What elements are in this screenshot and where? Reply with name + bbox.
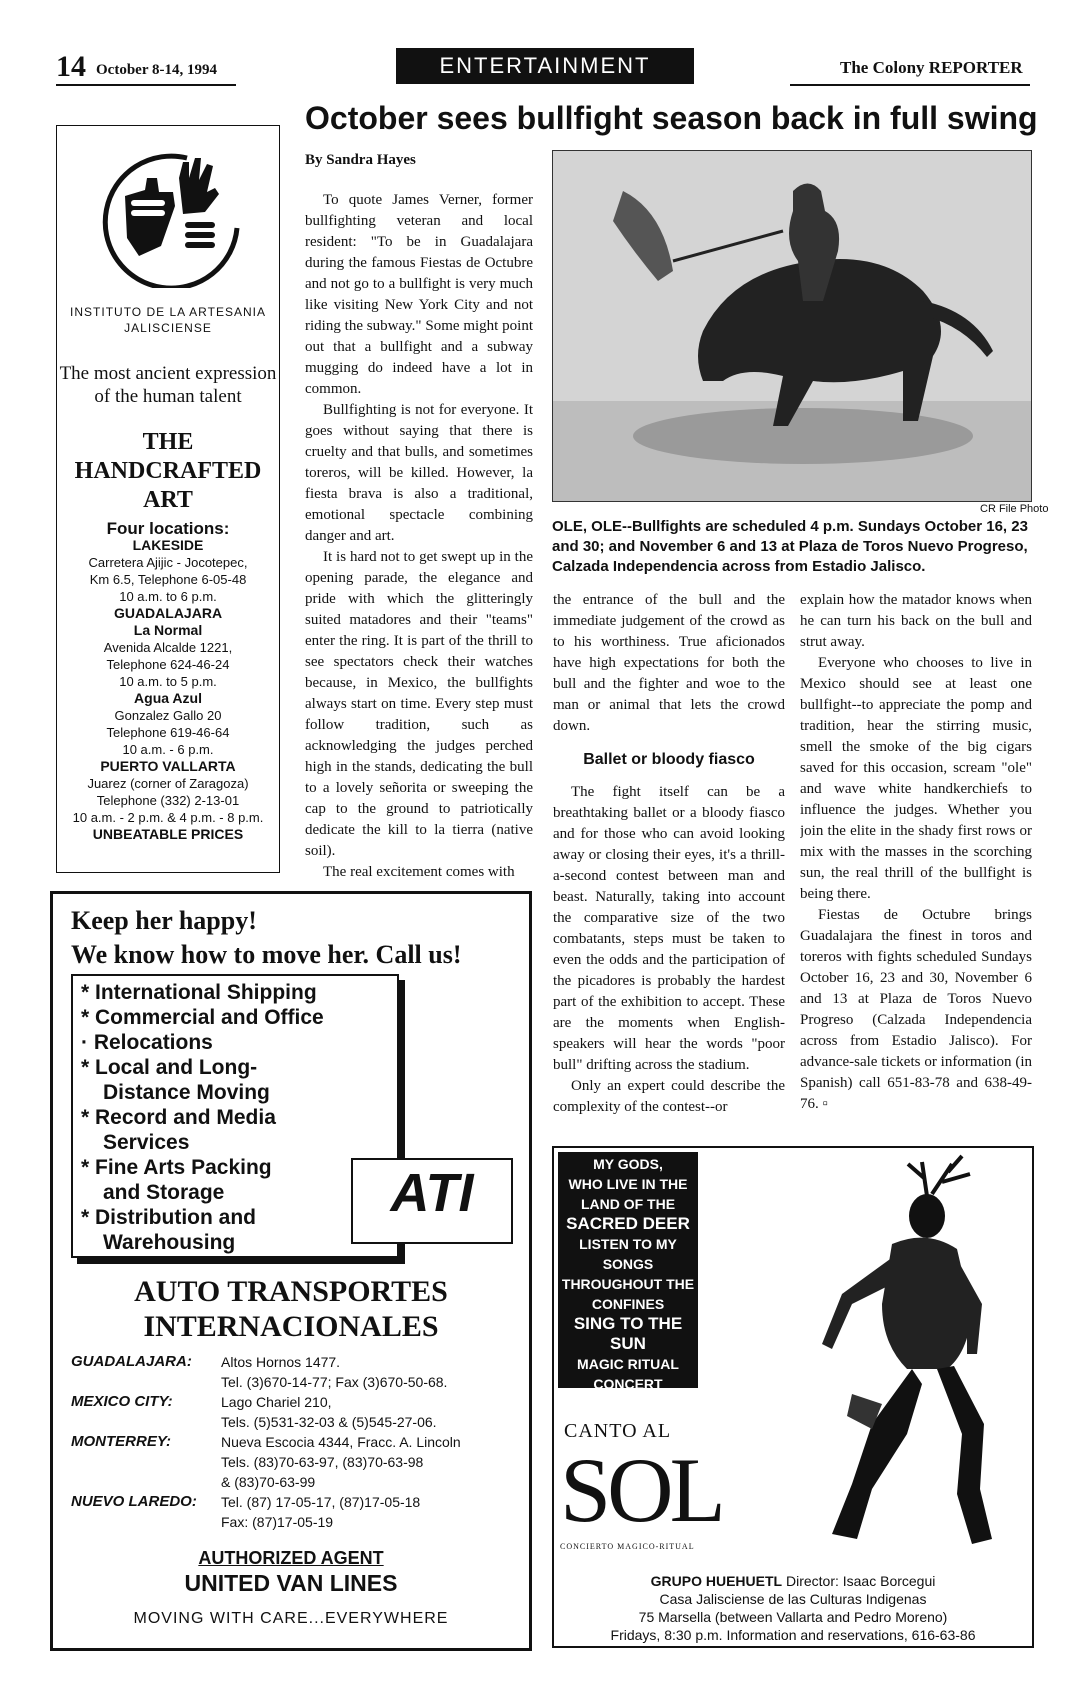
page-number: 14 (56, 50, 86, 83)
big-title-line: HANDCRAFTED (74, 458, 262, 484)
services-list (81, 980, 324, 1255)
poem-line: WHO LIVE IN THE (568, 1176, 688, 1192)
location-name: GUADALAJARA (113, 605, 223, 621)
article-paragraph: explain how the matador knows when he can turn his back on the bull and strut away. (800, 592, 1032, 650)
hands-logo-icon (87, 148, 247, 288)
location-line: 10 a.m. to 5 p.m. (119, 674, 217, 689)
office-line: Fax: (87)17-05-19 (221, 1514, 334, 1530)
article-paragraph: Fiestas de Octubre brings Guadalajara the finest in toros and toreros with fights scheduled Sundays October 16, 23 and 30, November 6 and 13 at Plaza de Toros Nuevo Progreso (Calzada Independencia across from Estadio Jalisco). For advance-sale tickets or information (in Spanish) call 651-83-78 and 638-49-76. ▫ (800, 907, 1032, 1112)
concert-info (554, 1572, 1032, 1644)
location-line: Telephone 619-46-64 (106, 725, 230, 740)
info-line: Casa Jalisciense de las Culturas Indigenas (659, 1591, 927, 1607)
bullfight-illustration (553, 151, 1031, 501)
office-line: Tels. (5)531-32-03 & (5)545-27-06. (221, 1414, 437, 1430)
service-item: * International Shipping (81, 981, 317, 1004)
company-name (53, 1274, 529, 1344)
poem-line: MY GODS, (593, 1156, 663, 1172)
company-name-line: AUTO TRANSPORTES (134, 1275, 448, 1308)
paper-name: The Colony REPORTER (840, 58, 1023, 77)
office-row (71, 1432, 523, 1492)
service-item: * Distribution and (81, 1206, 256, 1229)
artesania-big-title (57, 428, 279, 515)
office-line: Lago Chariel 210, (221, 1394, 332, 1410)
issue-date: October 8-14, 1994 (96, 62, 217, 78)
service-item: · Relocations (81, 1031, 213, 1054)
article-paragraph: Only an expert could describe the complexity of the contest--or (553, 1078, 785, 1115)
office-row (71, 1392, 523, 1432)
authorized-agent: AUTHORIZED AGENT (198, 1548, 384, 1568)
artesania-locations (57, 520, 279, 843)
office-city: MEXICO CITY: (71, 1393, 173, 1410)
canto-al-title: CANTO AL (564, 1420, 672, 1442)
office-line: Tel. (87) 17-05-17, (87)17-05-18 (221, 1494, 421, 1510)
office-row (71, 1352, 523, 1392)
poem-line: SING TO THE SUN (573, 1314, 683, 1353)
poem-line: MAGIC RITUAL (577, 1356, 679, 1372)
locations-title: Four locations: (106, 519, 230, 538)
article-column-2 (553, 590, 785, 1136)
deer-dancer-illustration (722, 1154, 1022, 1552)
headline-line: Keep her happy! (71, 906, 257, 935)
service-item: and Storage (103, 1181, 225, 1204)
big-title-line: THE (142, 429, 194, 455)
article-paragraph: To quote James Verner, former bullfighting veteran and local resident: "To be in Guadalajara during the famous Fiestas de Octubre and not go to a bullfight is very much like visiting New York City and not riding the subway." Some might point out that a bullfight and a subway mugging do indeed have a lot in common. (305, 192, 533, 397)
office-line: Tel. (3)670-14-77; Fax (3)670-50-68. (221, 1374, 448, 1390)
concert-ad (552, 1146, 1034, 1648)
location-line: 10 a.m. to 6 p.m. (119, 589, 217, 604)
article-paragraph: It is hard not to get swept up in the opening parade, the elegance and pride with which the glitteringly suited matadores and their "teams" enter the ring. It is part of the thrill to see spectators check their watches because, in Mexico, the bullfights always start on time. Every step must follow tradition, such as acknowledging the judges perched high in the stands, dedicating the bull to a lovely señorita or sweeping the cap to the ground to patriotically dedicate the kill to la tierra (native soil). (305, 549, 533, 859)
article-column-3 (800, 590, 1032, 1136)
poem-line: CONCERT (593, 1376, 663, 1392)
service-item: Warehousing (103, 1231, 236, 1254)
location-line: Gonzalez Gallo 20 (114, 708, 222, 723)
office-line: Nueva Escocia 4344, Fracc. A. Lincoln (221, 1434, 461, 1450)
moving-company-ad (50, 891, 532, 1651)
article-subhead: Ballet or bloody fiasco (583, 751, 755, 768)
location-name: PUERTO VALLARTA (100, 758, 236, 774)
location-line: Juarez (corner of Zaragoza) (87, 776, 249, 791)
big-title-line: ART (143, 487, 193, 513)
poem-line: LISTEN TO MY (579, 1236, 677, 1252)
sol-title: SOL (560, 1439, 722, 1541)
section-banner: ENTERTAINMENT (396, 48, 694, 84)
article-column-1 (305, 190, 533, 878)
service-item: * Commercial and Office (81, 1006, 324, 1029)
moving-headline (71, 904, 462, 972)
article-paragraph: the entrance of the bull and the immediate judgement of the crowd as to his worthiness. True aficionados have high expectations for both the bull and the fighter and woe to the man or animal that lets the crowd down. (553, 592, 785, 734)
artesania-ad (56, 125, 280, 873)
article-paragraph: Bullfighting is not for everyone. It goes without saying that there is cruelty and that bulls, and sometimes toreros, will be killed. However, la fiesta brava is also a traditional, emotional spectacle combining danger and art. (305, 402, 533, 544)
info-line: Fridays, 8:30 p.m. Information and reservations, 616-63-86 (610, 1627, 976, 1643)
van-lines-name: UNITED VAN LINES (184, 1570, 398, 1596)
article-headline: October sees bullfight season back in full swing (305, 100, 1038, 136)
ati-logo-box (351, 1158, 513, 1244)
office-list (71, 1352, 523, 1532)
institute-name: INSTITUTO DE LA ARTESANIA JALISCIENSE (70, 305, 266, 335)
header-rule-right (790, 84, 1030, 86)
concert-poem-box (558, 1152, 698, 1392)
ati-logo: ATI (390, 1163, 474, 1223)
service-item: * Record and Media (81, 1106, 276, 1129)
office-line: & (83)70-63-99 (221, 1474, 316, 1490)
group-name: GRUPO HUEHUETL (650, 1573, 783, 1589)
location-line: Telephone 624-46-24 (106, 657, 230, 672)
service-item: Services (103, 1131, 190, 1154)
article-paragraph: The real excitement comes with (323, 864, 515, 878)
office-city: NUEVO LAREDO: (71, 1493, 197, 1510)
poem-line: LAND OF THE (580, 1196, 676, 1212)
artesania-closing: UNBEATABLE PRICES (92, 826, 244, 842)
poem-line: CONFINES (591, 1296, 665, 1312)
info-line: 75 Marsella (between Vallarta and Pedro Moreno) (638, 1609, 948, 1625)
location-line: Telephone (332) 2-13-01 (96, 793, 240, 808)
office-row (71, 1492, 523, 1532)
header-rule-left (56, 84, 236, 86)
office-line: Altos Hornos 1477. (221, 1354, 341, 1370)
location-line: Km 6.5, Telephone 6-05-48 (89, 572, 247, 587)
photo-credit: CR File Photo (980, 503, 1049, 515)
services-box (71, 974, 399, 1258)
photo-caption: OLE, OLE--Bullfights are scheduled 4 p.m. Sundays October 16, 23 and 30; and November 6 and 13 at Plaza de Toros Nuevo Progreso, Calzada Independencia across from Estadio Jalisco. (552, 518, 1028, 575)
location-line: Carretera Ajijic - Jocotepec, (88, 555, 248, 570)
service-item: * Fine Arts Packing (81, 1156, 272, 1179)
location-name: Agua Azul (134, 690, 202, 706)
article-byline: By Sandra Hayes (305, 152, 416, 168)
article-paragraph: Everyone who chooses to live in Mexico should see at least one bullfight--to appreciate the pomp and tradition, hear the stirring music, smell the smoke of the big cigars saved for this occasion, scream "ole" and wave white handkerchiefs to influence the judges. Whether you join the elite in the shady first rows or mix with the masses in the scorching sun, the real thrill of the bullfight is being there. (800, 655, 1032, 902)
service-item: * Local and Long- (81, 1056, 258, 1079)
concert-subtitle: CONCIERTO MAGICO-RITUAL (560, 1542, 695, 1551)
location-name: La Normal (133, 622, 203, 638)
office-line: Tels. (83)70-63-97, (83)70-63-98 (221, 1454, 424, 1470)
poem-line: SONGS (602, 1256, 654, 1272)
headline-line: We know how to move her. Call us! (71, 940, 462, 969)
director: Director: Isaac Borcegui (785, 1573, 936, 1589)
group-line (554, 1572, 1032, 1590)
office-city: GUADALAJARA: (71, 1353, 192, 1370)
location-line: 10 a.m. - 2 p.m. & 4 p.m. - 8 p.m. (72, 810, 264, 825)
location-name: LAKESIDE (132, 537, 204, 553)
office-city: MONTERREY: (71, 1433, 172, 1450)
bullfight-photo (552, 150, 1032, 502)
poem-line: SACRED DEER (566, 1214, 690, 1233)
poem-line: THROUGHOUT THE (561, 1276, 695, 1292)
article-paragraph: The fight itself can be a breathtaking ballet or a bloody fiasco and for those who can avoid looking away or closing their eyes, it's a thrill-a-second contest between man and beast. Naturally, taking into account the comparative size of the two combatants, steps must be taken to even the odds and the participation of the picadores is probably the hardest part of the exhibition to accept. These are the moments when English-speakers will hear the words "poor bull" drifting across the stadium. (553, 784, 785, 1073)
moving-slogan: MOVING WITH CARE...EVERYWHERE (133, 1610, 449, 1627)
service-item: Distance Moving (103, 1081, 270, 1104)
location-line: 10 a.m. - 6 p.m. (122, 742, 214, 757)
company-name-line: INTERNACIONALES (143, 1310, 439, 1343)
artesania-tagline: The most ancient expression of the human talent (59, 363, 277, 407)
location-line: Avenida Alcalde 1221, (103, 640, 233, 655)
